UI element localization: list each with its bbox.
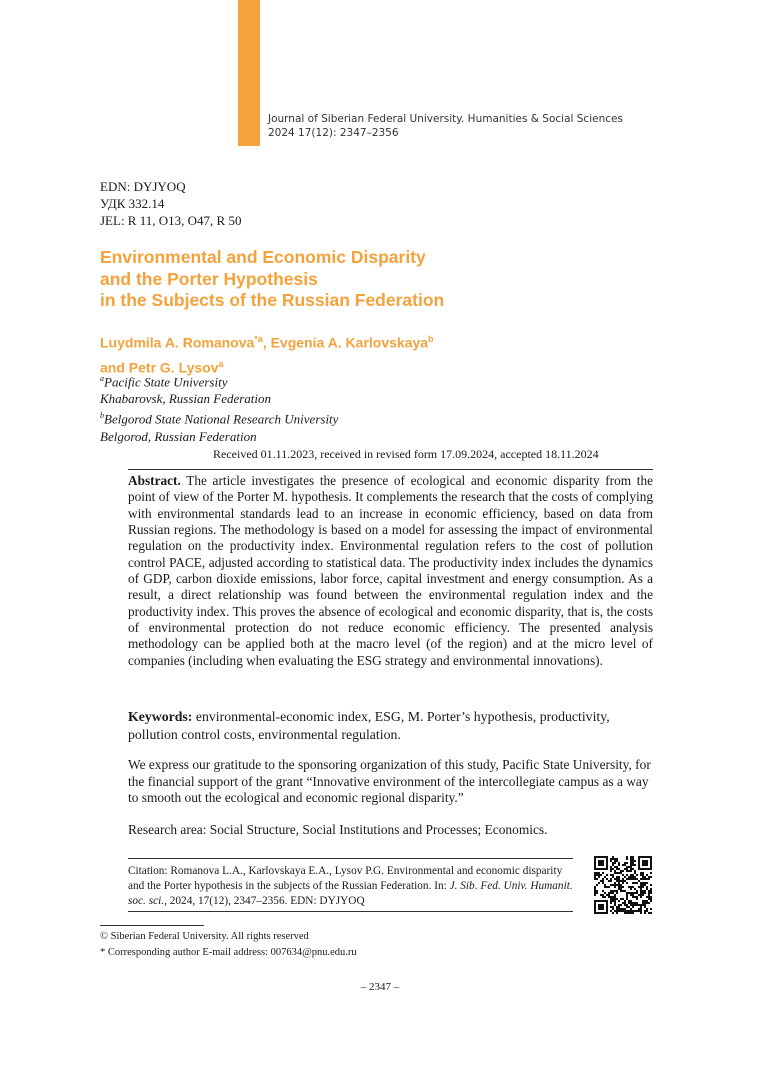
affil-location: Khabarovsk, Russian Federation <box>100 391 272 407</box>
affil-location: Belgorod, Russian Federation <box>100 428 257 444</box>
jel-code: JEL: R 11, O13, O47, R 50 <box>100 213 242 228</box>
citation-text: Citation: Romanova L.A., Karlovskaya E.A., Lysov P.G. Environmental and economic disparity and the Porter hypothesis in the subjects of the Russian Federation. In: <box>128 865 563 892</box>
udk-code: УДК 332.14 <box>100 196 165 211</box>
author-name: and Petr G. Lysov <box>100 359 219 376</box>
affil-institution: Pacific State University <box>104 374 228 390</box>
author-name: Luydmila A. Romanova <box>100 334 255 351</box>
citation <box>128 864 573 909</box>
qr-code-icon <box>594 856 652 914</box>
affiliations <box>100 370 338 445</box>
edn-code: EDN: DYJYOQ <box>100 179 186 194</box>
journal-issue: 2024 17(12): 2347–2356 <box>268 126 399 139</box>
title-line: in the Subjects of the Russian Federation <box>100 290 445 310</box>
title-line: Environmental and Economic Disparity <box>100 247 426 267</box>
author-affil-mark: *a <box>254 334 263 344</box>
article-title <box>100 247 444 312</box>
footnotes <box>100 929 357 960</box>
title-line: and the Porter Hypothesis <box>100 268 318 289</box>
citation-journal: J. Sib. Fed. Univ. Humanit. soc. sci. <box>128 880 573 907</box>
citation-top-rule <box>128 858 573 859</box>
citation-bottom-rule <box>128 911 573 912</box>
abstract-label: Abstract. <box>128 473 181 488</box>
author-affil-mark: b <box>428 334 434 344</box>
received-dates: Received 01.11.2023, received in revised form 17.09.2024, accepted 18.11.2024 <box>213 447 599 461</box>
keywords-text: environmental-economic index, ESG, M. Porter’s hypothesis, productivity, pollution control costs, environmental regulation. <box>128 709 610 742</box>
keywords-label: Keywords: <box>128 709 193 724</box>
affil-mark: a <box>100 374 104 383</box>
acknowledgement: We express our gratitude to the sponsoring organization of this study, Pacific State University, for the financial support of the grant “Innovative environment of the intercollegiate campus as a way to smooth out the ecological and economic regional disparity.” <box>128 757 651 805</box>
author-name: Evgenia A. Karlovskaya <box>270 334 429 351</box>
page-number: – 2347 – <box>360 981 400 993</box>
affil-mark: b <box>100 411 104 421</box>
affil-institution: Belgorod State National Research University <box>104 411 339 427</box>
research-area: Research area: Social Structure, Social Institutions and Processes; Economics. <box>128 822 548 837</box>
keywords <box>128 708 653 744</box>
abstract-top-rule <box>128 469 653 470</box>
classification-codes <box>100 178 241 229</box>
journal-header <box>268 113 623 140</box>
abstract <box>128 473 653 669</box>
citation-details: , 2024, 17(12), 2347–2356. EDN: DYJYOQ <box>164 895 365 907</box>
copyright: © Siberian Federal University. All rights reserved <box>100 931 309 942</box>
journal-name: Journal of Siberian Federal University. Humanities & Social Sciences <box>268 113 623 125</box>
journal-accent-bar <box>238 0 260 146</box>
corresponding-author: * Corresponding author E-mail address: 007634@pnu.edu.ru <box>100 946 357 958</box>
author-separator: , <box>262 334 271 351</box>
abstract-text: The article investigates the presence of ecological and economic disparity from the point of view of the Porter M. hypothesis. It complements the research that the costs of complying with environmental standards lead to an increase in economic efficiency, based on data from Russian regions. The methodology is based on a model for assessing the impact of environmental regulation on the productivity index. Environmental regulation refers to the cost of pollution control PACE, adjusted according to statistical data. The productivity index includes the dynamics of GDP, carbon dioxide emissions, labor force, capital investment and energy consumption. As a result, a direct relationship was found between the environmental regulation index and the productivity index. This proves the absence of ecological and economic disparity, that is, the costs of environmental protection do not reduce economic efficiency. The presented analysis methodology can be applied both at the macro level (of the region) and at the micro level of companies (including when evaluating the ESG strategy and environmental innovations). <box>128 473 653 668</box>
footnote-rule <box>100 925 204 926</box>
author-affil-mark: a <box>218 358 224 369</box>
